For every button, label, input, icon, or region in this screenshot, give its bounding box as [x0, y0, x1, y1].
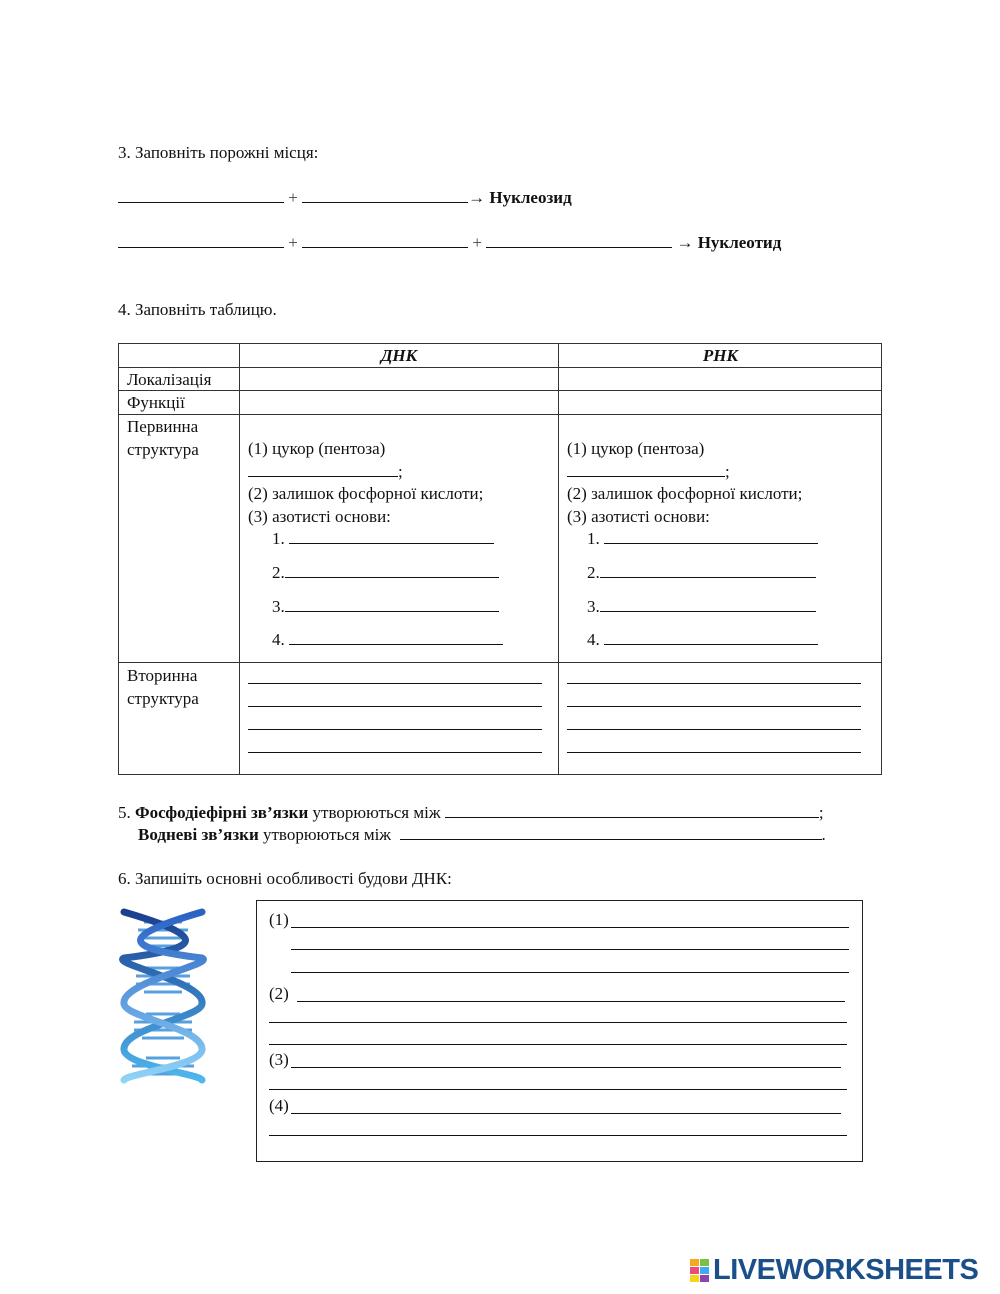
task6-answer-box	[256, 900, 863, 1162]
task4-title: 4. Заповніть таблицю.	[118, 300, 277, 319]
row-primary-structure: Первинна структура	[127, 417, 199, 459]
item-label: (3)	[269, 1050, 289, 1069]
blank-line[interactable]	[297, 1001, 845, 1002]
blank-line[interactable]	[291, 972, 849, 973]
blank-field[interactable]	[118, 231, 284, 248]
blank-line[interactable]	[567, 683, 861, 684]
liveworksheets-logo[interactable]	[690, 1254, 978, 1287]
header-dna: ДНК	[380, 346, 418, 365]
blank-field[interactable]	[302, 186, 468, 203]
blank-line[interactable]	[269, 1135, 847, 1136]
blank-line[interactable]	[567, 729, 861, 730]
blank-line[interactable]	[269, 1022, 847, 1023]
logo-square	[690, 1267, 699, 1274]
blank-field[interactable]	[248, 461, 398, 477]
nucleoside-label: → Нуклеозид	[468, 188, 572, 207]
blank-field[interactable]	[118, 186, 284, 203]
blank-field[interactable]	[600, 596, 816, 612]
row-localization: Локалізація	[127, 370, 212, 389]
row-secondary-structure: Вторинна структура	[127, 666, 199, 708]
blank-line[interactable]	[567, 706, 861, 707]
blank-line[interactable]	[248, 752, 542, 753]
dna-primary-cell: (1) цукор (пентоза) ; (2) залишок фосфорної кислоти; (3) азотисті основи: 1. 2. 3. 4.	[248, 438, 503, 652]
blank-line[interactable]	[269, 1044, 847, 1045]
task5-line1: 5. Фосфодіефірні зв’язки утворюються між ;	[118, 803, 824, 822]
blank-line[interactable]	[248, 729, 542, 730]
blank-line[interactable]	[291, 927, 849, 928]
blank-field[interactable]	[604, 629, 818, 645]
task3-row-nucleoside: + → Нуклеозид	[118, 186, 572, 209]
blank-field[interactable]	[604, 528, 818, 544]
blank-field[interactable]	[302, 231, 468, 248]
logo-square	[700, 1267, 709, 1274]
blank-line[interactable]	[291, 949, 849, 950]
item-label: (4)	[269, 1096, 289, 1115]
item-label: (1)	[269, 910, 289, 929]
task3-title: 3. Заповніть порожні місця:	[118, 143, 319, 162]
logo-square	[690, 1275, 699, 1282]
logo-square	[700, 1275, 709, 1282]
blank-field[interactable]	[285, 562, 499, 578]
item-label: (2)	[269, 984, 289, 1003]
blank-field[interactable]	[400, 823, 822, 840]
blank-line[interactable]	[291, 1113, 841, 1114]
blank-line[interactable]	[567, 752, 861, 753]
blank-field[interactable]	[285, 596, 499, 612]
blank-field[interactable]	[289, 528, 494, 544]
task3-row-nucleotide: + + → Нуклеотид	[118, 231, 781, 254]
logo-square	[700, 1259, 709, 1266]
blank-field[interactable]	[600, 562, 816, 578]
blank-line[interactable]	[248, 706, 542, 707]
rna-primary-cell: (1) цукор (пентоза) ; (2) залишок фосфорної кислоти; (3) азотисті основи: 1. 2. 3. 4.	[567, 438, 818, 652]
header-rna: РНК	[702, 346, 739, 365]
row-functions: Функції	[127, 393, 185, 412]
blank-line[interactable]	[269, 1089, 847, 1090]
nucleotide-label: → Нуклеотид	[676, 233, 782, 252]
logo-text: LIVEWORKSHEETS	[713, 1254, 979, 1286]
blank-field[interactable]	[486, 231, 672, 248]
blank-field[interactable]	[567, 461, 725, 477]
task6-title: 6. Запишіть основні особливості будови ДНК:	[118, 869, 452, 888]
blank-field[interactable]	[289, 629, 503, 645]
blank-field[interactable]	[445, 801, 819, 818]
logo-mark-icon	[690, 1259, 709, 1282]
logo-square	[690, 1259, 699, 1266]
blank-line[interactable]	[291, 1067, 841, 1068]
task5-line2: Водневі зв’язки утворюються між .	[138, 825, 826, 844]
blank-line[interactable]	[248, 683, 542, 684]
dna-helix-icon	[116, 908, 210, 1084]
comparison-table	[118, 343, 882, 775]
